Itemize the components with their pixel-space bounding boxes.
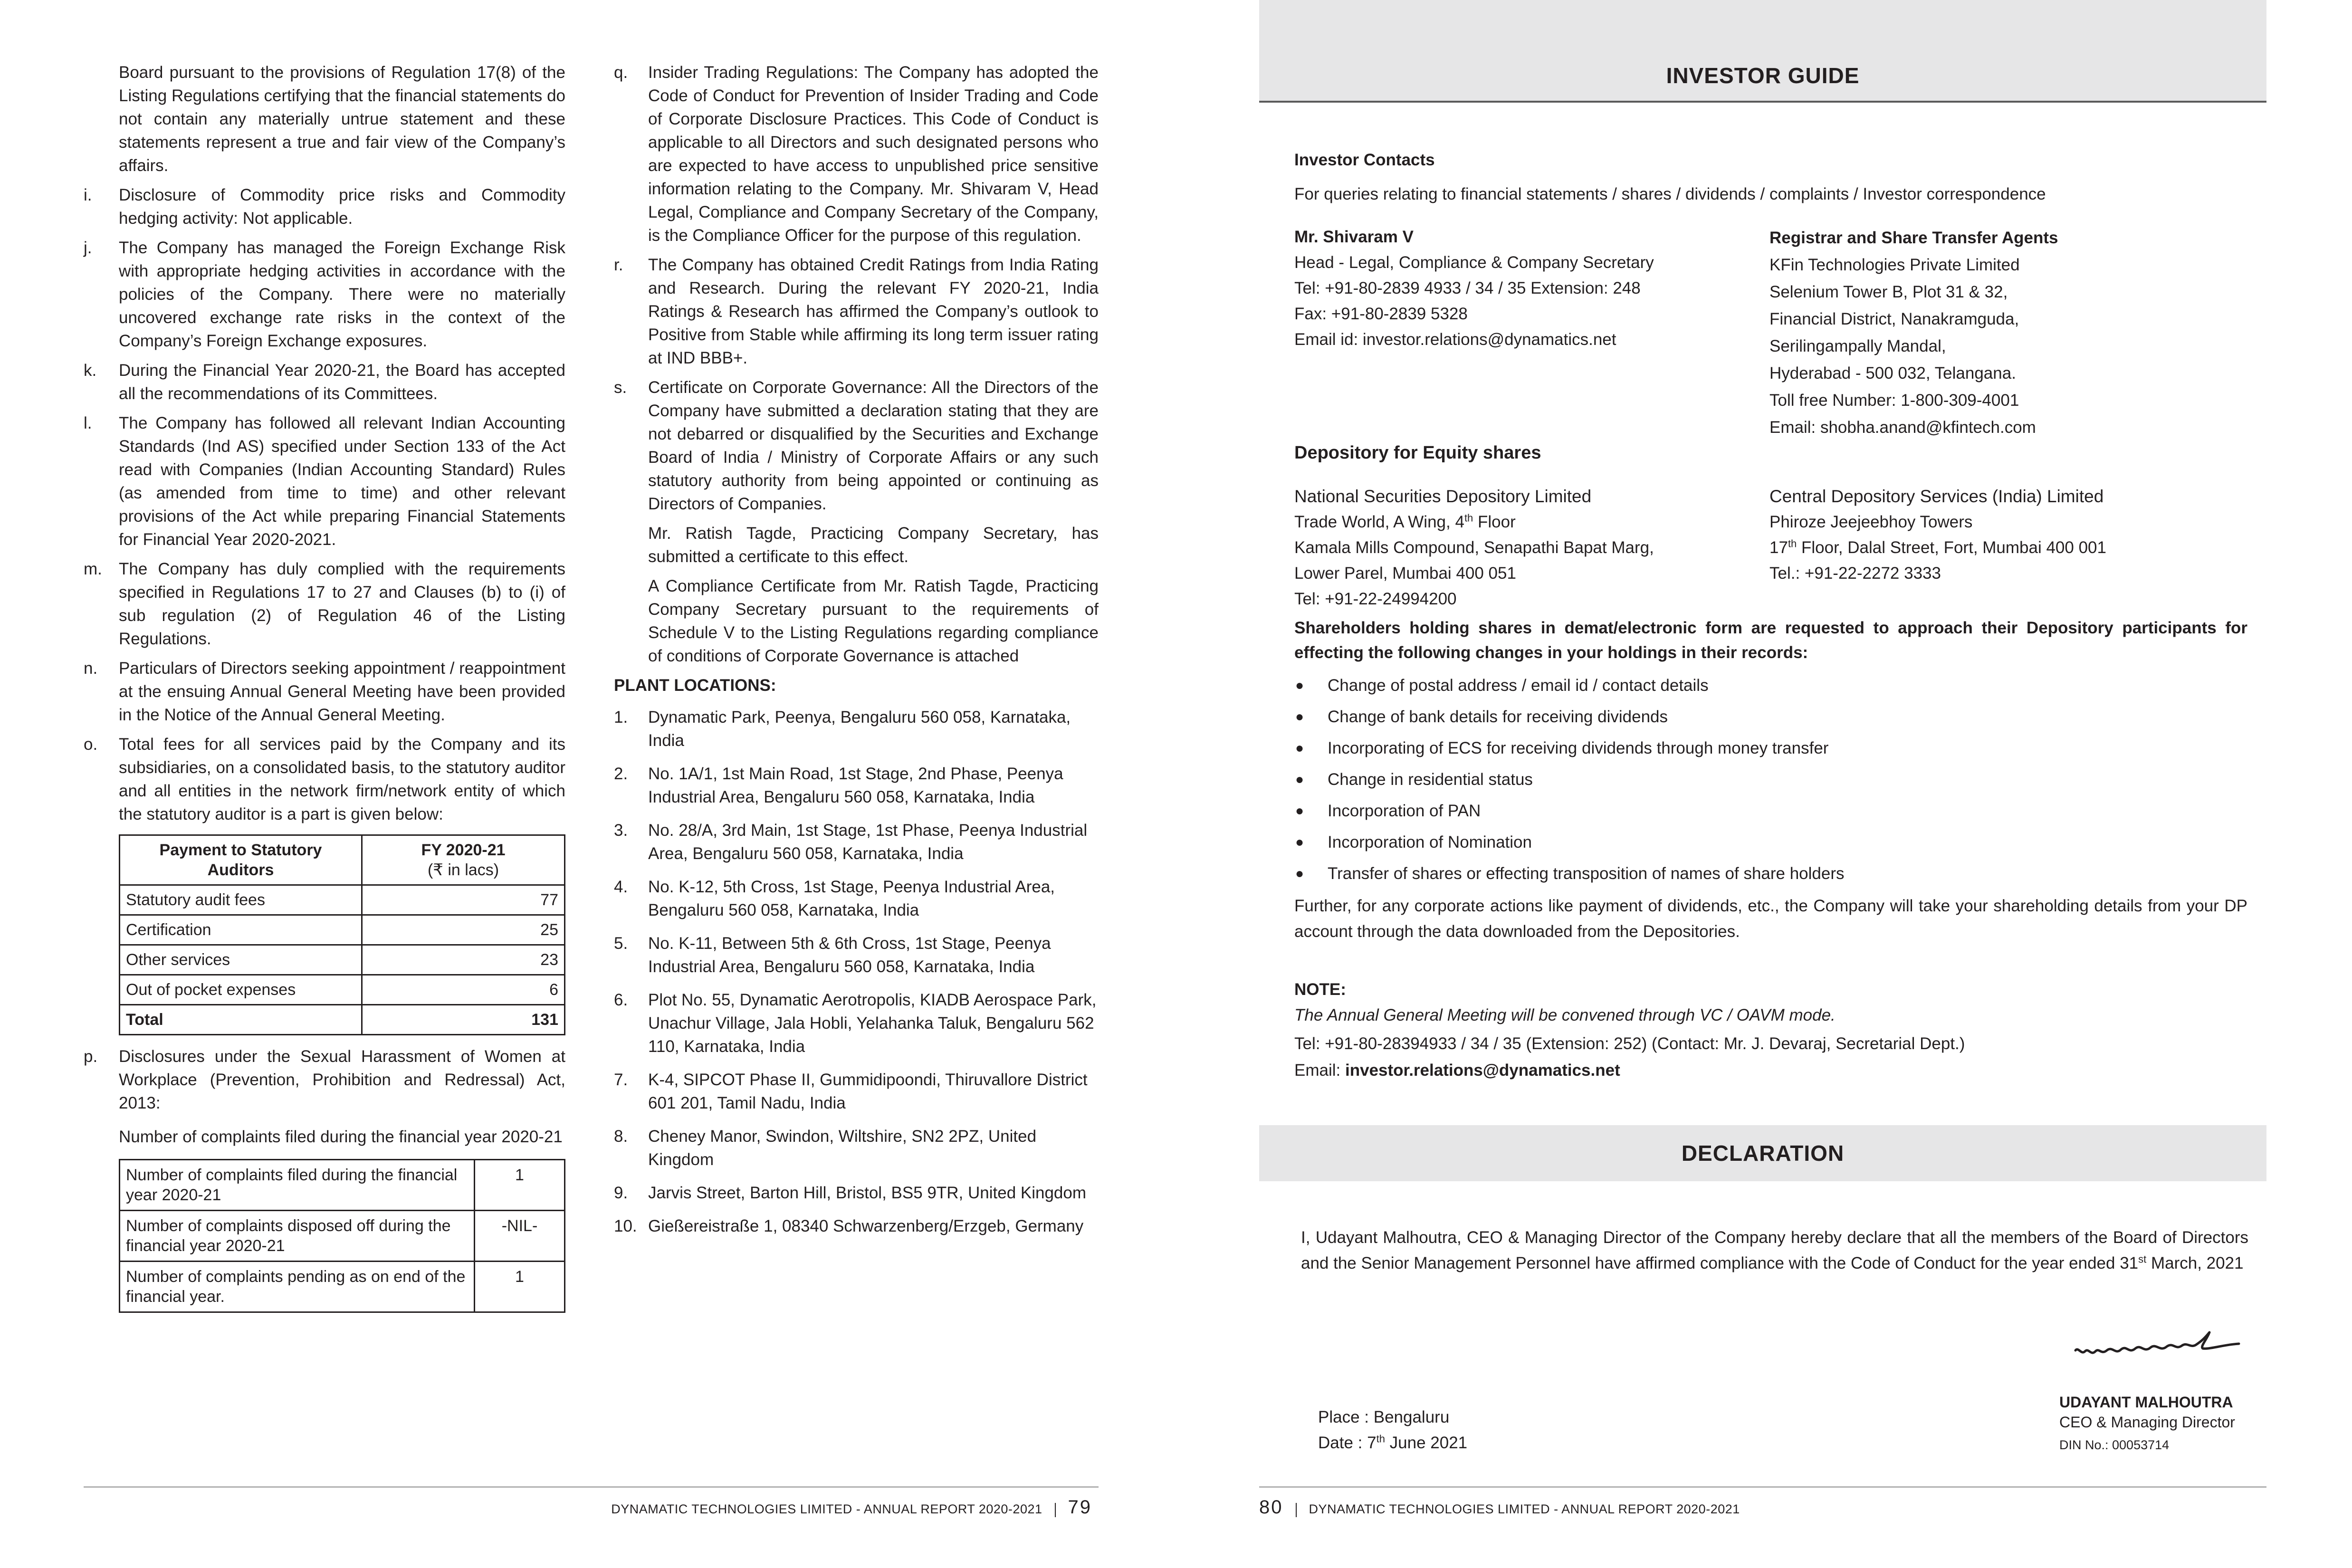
cdsl-address-line: Phiroze Jeejeebhoy Towers	[1769, 513, 1973, 531]
table-cell: 77	[362, 885, 565, 915]
signatory-din: DIN No.: 00053714	[2059, 1438, 2170, 1452]
table-row	[120, 975, 565, 1005]
bullet-icon: ●	[1295, 834, 1304, 850]
text-part: Floor	[1473, 513, 1516, 531]
bullet-text: Transfer of shares or effecting transposition of names of share holders	[1328, 864, 1845, 883]
item-label: q.	[614, 63, 628, 82]
item-text: Total fees for all services paid by the Company and its subsidiaries, on a consolidated basis, to the statutory auditor and all entities in the network firm/network entity of which the statutory auditor is a part is given below:	[119, 735, 565, 823]
nsdl-tel: Tel: +91-22-24994200	[1294, 590, 1457, 608]
list-item-o	[84, 733, 565, 826]
list-item	[1294, 858, 2247, 889]
left-column-2	[614, 61, 1099, 1248]
table-cell: Out of pocket expenses	[120, 975, 362, 1005]
item-label: 10.	[614, 1217, 637, 1235]
bullet-text: Incorporation of Nomination	[1328, 833, 1532, 851]
further-text: Further, for any corporate actions like payment of dividends, etc., the Company will take your shareholding details from your DP account through the data downloaded from the Depositories.	[1294, 897, 2247, 941]
list-item-r	[614, 253, 1099, 370]
bullet-icon: ●	[1295, 866, 1304, 881]
table-row	[120, 1211, 565, 1262]
registrar-block	[1769, 224, 2058, 441]
list-item-m	[84, 557, 565, 650]
declaration-text	[1301, 1225, 2248, 1276]
registrar-heading: Registrar and Share Transfer Agents	[1769, 229, 2058, 247]
page-number: 79	[1068, 1497, 1092, 1518]
table-row	[120, 885, 565, 915]
plant-item	[614, 762, 1099, 809]
plant-item	[614, 1068, 1099, 1115]
contact-title: Head - Legal, Compliance & Company Secretary	[1294, 253, 1654, 272]
note-agm-mode: The Annual General Meeting will be convened through VC / OAVM mode.	[1294, 1006, 1836, 1024]
item-text: Insider Trading Regulations: The Company has adopted the Code of Conduct for Prevention of Insider Trading and Code of Corporate Disclosure Practices. This Code of Conduct is applicable to all Directors and such designated persons who are expected to have access to unpublished price sensitive information relating to the Company. Mr. Shivaram V, Head Legal, Compliance and Company Secretary of the Company, is the Compliance Officer for the purpose of this regulation.	[648, 63, 1099, 245]
signature-image	[2072, 1326, 2243, 1368]
list-item-p	[84, 1045, 565, 1115]
table-header: Payment to Statutory Auditors	[120, 835, 362, 885]
footer-separator	[1055, 1503, 1056, 1517]
table-cell: Total	[120, 1005, 362, 1035]
list-item	[1294, 827, 2247, 858]
item-text: No. K-11, Between 5th & 6th Cross, 1st Stage, Peenya Industrial Area, Bengaluru 560 058, Karnataka, India	[648, 934, 1051, 976]
note-email	[1294, 1058, 1620, 1083]
footer-title: DYNAMATIC TECHNOLOGIES LIMITED - ANNUAL REPORT 2020-2021	[1309, 1502, 1740, 1516]
table-cell: 1	[475, 1262, 565, 1312]
item-label: i.	[84, 186, 92, 204]
table-total-row	[120, 1005, 565, 1035]
item-text: Disclosure of Commodity price risks and Commodity hedging activity: Not applicable.	[119, 186, 565, 228]
declaration-banner: DECLARATION	[1259, 1125, 2266, 1181]
bullet-icon: ●	[1295, 678, 1304, 693]
list-item-l	[84, 411, 565, 551]
depository-heading: Depository for Equity shares	[1294, 443, 1541, 463]
table-row	[120, 1160, 565, 1211]
note-tel: Tel: +91-80-28394933 / 34 / 35 (Extension: 252) (Contact: Mr. J. Devaraj, Secretarial Dept.)	[1294, 1034, 1965, 1053]
table-header	[362, 835, 565, 885]
table-cell: 23	[362, 945, 565, 975]
footer-separator	[1296, 1503, 1297, 1517]
item-text: K-4, SIPCOT Phase II, Gummidipoondi, Thiruvallore District 601 201, Tamil Nadu, India	[648, 1071, 1088, 1112]
bullet-icon: ●	[1295, 709, 1304, 725]
plant-item	[614, 932, 1099, 978]
item-text: Certificate on Corporate Governance: All the Directors of the Company have submitted a declaration stating that they are not debarred or disqualified by the Securities and Exchange Board of India / Ministry of Corporate Affairs or any such statutory authority from being appointed or continuing as Directors of Companies.	[648, 378, 1099, 513]
list-item-i	[84, 183, 565, 230]
table-cell: Number of complaints pending as on end of the financial year.	[120, 1262, 475, 1312]
item-text: Cheney Manor, Swindon, Wiltshire, SN2 2PZ, United Kingdom	[648, 1127, 1037, 1169]
cdsl-tel: Tel.: +91-22-2272 3333	[1769, 564, 1941, 583]
item-text: Dynamatic Park, Peenya, Bengaluru 560 058, Karnataka, India	[648, 708, 1071, 750]
list-item-j	[84, 236, 565, 353]
contact-fax: Fax: +91-80-2839 5328	[1294, 305, 1468, 323]
cdsl-block	[1769, 484, 2106, 586]
item-label: j.	[84, 239, 92, 257]
list-item	[1294, 670, 2247, 701]
item-label: 8.	[614, 1127, 628, 1146]
list-item-k	[84, 359, 565, 405]
item-label: n.	[84, 659, 98, 678]
table-cell: 1	[475, 1160, 565, 1211]
footer-divider	[84, 1486, 1099, 1488]
text-part: March, 2021	[2146, 1254, 2244, 1272]
list-item	[1294, 701, 2247, 733]
item-text: The Company has managed the Foreign Exchange Risk with appropriate hedging activities in accordance with the policies of the Company. There were no materially uncovered exchange rate risks in the context of the Company’s Foreign Exchange exposures.	[119, 239, 565, 350]
registrar-line: Serilingampally Mandal,	[1769, 337, 1946, 355]
item-text: Plot No. 55, Dynamatic Aerotropolis, KIADB Aerospace Park, Unachur Village, Jala Hobli, Yelahanka Taluk, Bengaluru 562 110, Karnataka, India	[648, 991, 1097, 1056]
contact-name: Mr. Shivaram V	[1294, 228, 1414, 246]
item-text: The Company has followed all relevant Indian Accounting Standards (Ind AS) specified under Section 133 of the Act read with Companies (Indian Accounting Standard) Rules (as amended from time to time) and other relevant provisions of the Act while preparing Financial Statements for Financial Year 2020-2021.	[119, 414, 565, 549]
item-label: l.	[84, 414, 92, 432]
registrar-line: Financial District, Nanakramguda,	[1769, 310, 2019, 328]
table-cell: Other services	[120, 945, 362, 975]
table-cell: 6	[362, 975, 565, 1005]
cdsl-name: Central Depository Services (India) Limited	[1769, 487, 2104, 506]
registrar-line: Email: shobha.anand@kfintech.com	[1769, 418, 2036, 437]
item-label: k.	[84, 361, 97, 380]
plant-item	[614, 706, 1099, 752]
item-text: Particulars of Directors seeking appointment / reappointment at the ensuing Annual General Meeting have been provided in the Notice of the Annual General Meeting.	[119, 659, 565, 724]
contact-tel: Tel: +91-80-2839 4933 / 34 / 35 Extension: 248	[1294, 279, 1641, 297]
note-heading: NOTE:	[1294, 980, 1346, 999]
superscript: st	[2138, 1253, 2147, 1265]
superscript: th	[1376, 1433, 1385, 1445]
registrar-line: Selenium Tower B, Plot 31 & 32,	[1769, 283, 2008, 301]
table-header-row	[120, 835, 565, 885]
item-label: 4.	[614, 878, 628, 896]
table-cell: Number of complaints disposed off during the financial year 2020-21	[120, 1211, 475, 1262]
item-label: o.	[84, 735, 98, 754]
declaration-body: I, Udayant Malhoutra, CEO & Managing Director of the Company hereby declare that all the members of the Board of Directors and the Senior Management Personnel have affirmed compliance with the Code of Conduct for the year ended	[1301, 1228, 2248, 1272]
intro-paragraph: Board pursuant to the provisions of Regulation 17(8) of the Listing Regulations certifying that the financial statements do not contain any materially untrue statement and these statements represent a true and fair view of the Company’s affairs.	[119, 63, 565, 175]
table-cell: 131	[362, 1005, 565, 1035]
item-text: No. K-12, 5th Cross, 1st Stage, Peenya Industrial Area, Bengaluru 560 058, Karnataka, India	[648, 878, 1055, 919]
plant-item	[614, 1125, 1099, 1171]
item-label: m.	[84, 560, 102, 578]
plant-item	[614, 1181, 1099, 1205]
plant-item	[614, 1214, 1099, 1238]
signature-stroke	[2075, 1332, 2239, 1353]
complaints-intro: Number of complaints filed during the financial year 2020-21	[119, 1128, 563, 1146]
certificate-paragraph: Mr. Ratish Tagde, Practicing Company Secretary, has submitted a certificate to this effect.	[648, 524, 1099, 566]
item-text: No. 1A/1, 1st Main Road, 1st Stage, 2nd Phase, Peenya Industrial Area, Bengaluru 560 058, Karnataka, India	[648, 765, 1063, 806]
item-label: 1.	[614, 708, 628, 727]
registrar-line: KFin Technologies Private Limited	[1769, 256, 2020, 274]
investor-contacts-heading: Investor Contacts	[1294, 151, 1435, 169]
text-part: 17	[1769, 538, 1788, 557]
queries-text: For queries relating to financial statements / shares / dividends / complaints / Investor correspondence	[1294, 185, 2046, 203]
item-label: 2.	[614, 765, 628, 783]
list-item	[1294, 795, 2247, 827]
contact-email: Email id: investor.relations@dynamatics.net	[1294, 330, 1616, 349]
bullet-icon: ●	[1295, 803, 1304, 819]
list-item	[1294, 764, 2247, 795]
auditor-fees-table	[119, 834, 565, 1035]
bullet-icon: ●	[1295, 772, 1304, 787]
nsdl-block	[1294, 484, 1654, 612]
item-label: 5.	[614, 934, 628, 953]
change-bullet-list	[1294, 670, 2247, 889]
list-item-q	[614, 61, 1099, 247]
nsdl-address-line: Lower Parel, Mumbai 400 051	[1294, 564, 1516, 583]
bullet-text: Change in residential status	[1328, 770, 1533, 789]
right-page-footer	[1259, 1497, 1740, 1518]
text-part: June 2021	[1385, 1434, 1468, 1452]
bullet-icon: ●	[1295, 740, 1304, 756]
item-label: 7.	[614, 1071, 628, 1089]
bullet-text: Incorporating of ECS for receiving dividends through money transfer	[1328, 739, 1829, 757]
table-row	[120, 1262, 565, 1312]
list-item-s	[614, 376, 1099, 516]
header-unit: (₹ in lacs)	[427, 861, 499, 879]
complaints-table	[119, 1159, 565, 1313]
item-text: Disclosures under the Sexual Harassment of Women at Workplace (Prevention, Prohibition and Redressal) Act, 2013:	[119, 1047, 565, 1112]
superscript: th	[1788, 537, 1797, 550]
item-label: s.	[614, 378, 627, 397]
signatory-title: CEO & Managing Director	[2059, 1414, 2235, 1431]
item-label: 9.	[614, 1184, 628, 1202]
plant-item	[614, 988, 1099, 1058]
item-text: Gießereistraße 1, 08340 Schwarzenberg/Erzgeb, Germany	[648, 1217, 1084, 1235]
table-cell: Statutory audit fees	[120, 885, 362, 915]
registrar-line: Hyderabad - 500 032, Telangana.	[1769, 364, 2016, 382]
item-text: The Company has obtained Credit Ratings from India Rating and Research. During the relevant FY 2020-21, India Ratings & Research has affirmed the Company’s outlook to Positive from Stable while affirming its long term issuer rating at IND BBB+.	[648, 256, 1099, 367]
compliance-paragraph: A Compliance Certificate from Mr. Ratish Tagde, Practicing Company Secretary pursuant to the requirements of Schedule V to the Listing Regulations regarding compliance of conditions of Corporate Governance is attached	[648, 577, 1099, 665]
email-label: Email:	[1294, 1061, 1345, 1080]
item-label: 6.	[614, 991, 628, 1009]
page-number: 80	[1259, 1497, 1283, 1518]
list-item	[1294, 733, 2247, 764]
item-text: The Company has duly complied with the requirements specified in Regulations 17 to 27 and Clauses (b) to (i) of sub regulation (2) of Regulation 46 of the Listing Regulations.	[119, 560, 565, 648]
plant-locations-heading: PLANT LOCATIONS:	[614, 676, 776, 695]
item-label: p.	[84, 1047, 98, 1066]
cdsl-address-line	[1769, 535, 2106, 561]
item-text: Jarvis Street, Barton Hill, Bristol, BS5 9TR, United Kingdom	[648, 1184, 1087, 1202]
nsdl-address-line: Kamala Mills Compound, Senapathi Bapat Marg,	[1294, 538, 1654, 557]
table-cell: 25	[362, 915, 565, 945]
table-row	[120, 915, 565, 945]
superscript: th	[1464, 512, 1473, 524]
table-cell: Number of complaints filed during the financial year 2020-21	[120, 1160, 475, 1211]
item-label: r.	[614, 256, 623, 274]
table-cell: -NIL-	[475, 1211, 565, 1262]
declaration-date	[1318, 1430, 1467, 1456]
item-text: No. 28/A, 3rd Main, 1st Stage, 1st Phase, Peenya Industrial Area, Bengaluru 560 058, Karnataka, India	[648, 821, 1088, 863]
signatory-name: UDAYANT MALHOUTRA	[2059, 1394, 2233, 1411]
declaration-place: Place : Bengaluru	[1318, 1408, 1450, 1426]
email-value: investor.relations@dynamatics.net	[1345, 1061, 1620, 1080]
investor-guide-banner: INVESTOR GUIDE	[1259, 0, 2266, 103]
text-part: Floor, Dalal Street, Fort, Mumbai 400 001	[1797, 538, 2106, 557]
item-text: During the Financial Year 2020-21, the Board has accepted all the recommendations of its Committees.	[119, 361, 565, 403]
header-fy: FY 2020-21	[421, 841, 506, 859]
demat-note: Shareholders holding shares in demat/electronic form are requested to approach their Depository participants for effecting the following changes in your holdings in their records:	[1294, 619, 2247, 662]
table-cell: Certification	[120, 915, 362, 945]
text-part: Trade World, A Wing, 4	[1294, 513, 1464, 531]
text-part: Date : 7	[1318, 1434, 1377, 1452]
plant-item	[614, 875, 1099, 922]
signatory-block	[2059, 1392, 2235, 1455]
bullet-text: Incorporation of PAN	[1328, 802, 1481, 820]
footer-title: DYNAMATIC TECHNOLOGIES LIMITED - ANNUAL REPORT 2020-2021	[611, 1502, 1042, 1516]
text-part: 31	[2120, 1254, 2139, 1272]
registrar-line: Toll free Number: 1-800-309-4001	[1769, 391, 2019, 410]
table-row	[120, 945, 565, 975]
bullet-text: Change of postal address / email id / contact details	[1328, 676, 1709, 695]
item-label: 3.	[614, 821, 628, 840]
nsdl-address-line	[1294, 509, 1654, 535]
bullet-text: Change of bank details for receiving dividends	[1328, 708, 1668, 726]
left-page-footer	[611, 1497, 1092, 1518]
contact-block	[1294, 224, 1654, 353]
footer-divider	[1259, 1486, 2266, 1488]
plant-item	[614, 819, 1099, 865]
nsdl-name: National Securities Depository Limited	[1294, 487, 1592, 506]
list-item-n	[84, 657, 565, 727]
left-column-1	[84, 61, 565, 1313]
